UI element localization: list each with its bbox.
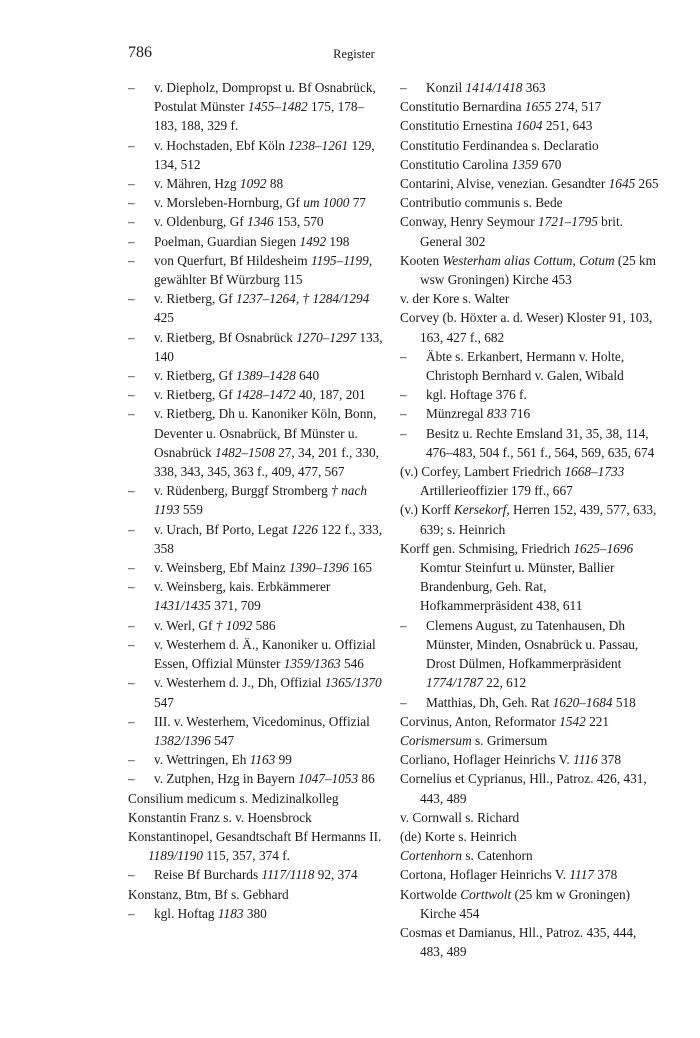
- index-subentry: [128, 520, 384, 558]
- entry-italic-text: 1774/1787: [426, 675, 483, 691]
- entry-text: 133, 140: [154, 329, 383, 364]
- entry-text: Cosmas et Damianus, Hll., Patroz. 435, 444, 483, 489: [400, 924, 637, 960]
- entry-italic-text: 1625–1696: [573, 540, 634, 556]
- entry-text: 518: [612, 694, 636, 710]
- entry-text: v. der Kore s. Walter: [400, 291, 510, 307]
- entry-text: Korff gen. Schmising, Friedrich: [400, 540, 574, 556]
- entry-text: 586: [252, 617, 276, 633]
- entry-text: 122 f., 333, 358: [154, 521, 383, 556]
- entry-italic-text: um 1000: [303, 195, 350, 211]
- entry-text: Matthias, Dh, Geh. Rat: [426, 694, 553, 710]
- subentry-dash: –: [128, 483, 135, 499]
- entry-italic-text: Kersekorf: [453, 502, 507, 518]
- entry-italic-text: 1116: [573, 752, 598, 768]
- entry-text: 559: [179, 502, 203, 518]
- entry-text: v. Hochstaden, Ebf Köln: [154, 137, 289, 153]
- entry-text: Contributio communis s. Bede: [400, 195, 563, 211]
- running-head: Register: [333, 47, 375, 61]
- entry-text: Kortwolde: [400, 886, 461, 902]
- index-entry: [400, 827, 662, 846]
- index-entry: [400, 712, 662, 731]
- entry-text: (25 km wsw Groningen) Kirche 453: [420, 252, 656, 288]
- index-entry: [400, 808, 662, 827]
- entry-italic-text: 1183: [217, 905, 244, 921]
- subentry-dash: –: [128, 905, 135, 921]
- entry-italic-text: 1237–1264, † 1284/1294: [235, 291, 370, 307]
- subentry-dash: –: [400, 387, 407, 403]
- entry-italic-text: Cortenhorn: [400, 848, 463, 864]
- entry-text: Komtur Steinfurt u. Münster, Ballier Brandenburg, Geh. Rat, Hofkammerpräsident 438, 611: [420, 560, 615, 614]
- entry-text: v. Zutphen, Hzg in Bayern: [154, 771, 299, 787]
- entry-italic-text: 1359: [511, 156, 539, 172]
- subentry-dash: –: [128, 867, 135, 883]
- subentry-dash: –: [128, 521, 135, 537]
- entry-text: , Herren 152, 439, 577, 633, 639; s. Heinrich: [420, 502, 657, 537]
- entry-italic-text: 1117/1118: [261, 867, 315, 883]
- index-column-left: [128, 78, 384, 923]
- entry-italic-text: 1195–1199: [310, 252, 369, 268]
- index-entry: [400, 212, 662, 250]
- index-entry: [400, 731, 662, 750]
- index-entry: [400, 462, 662, 500]
- subentry-dash: –: [128, 195, 135, 211]
- entry-text: 716: [506, 406, 531, 422]
- entry-text: v. Rietberg, Gf: [154, 387, 236, 403]
- entry-italic-text: 1270–1297: [296, 329, 357, 345]
- entry-text: Consilium medicum s. Medizinalkolleg: [128, 790, 339, 806]
- subentry-dash: –: [128, 387, 135, 403]
- subentry-dash: –: [128, 406, 135, 422]
- index-subentry: [128, 481, 384, 519]
- index-entry: [400, 97, 662, 116]
- entry-text: Konstanz, Btm, Bf s. Gebhard: [128, 886, 289, 902]
- entry-text: s. Grimersum: [471, 732, 548, 748]
- page-header: [128, 44, 580, 68]
- index-subentry: [128, 616, 384, 635]
- entry-text: Contarini, Alvise, venezian. Gesandter: [400, 176, 609, 192]
- entry-text: Corliano, Hoflager Heinrichs V.: [400, 752, 574, 768]
- entry-text: (v.) Korff: [400, 502, 454, 518]
- index-subentry: [128, 136, 384, 174]
- entry-text: Konzil: [426, 80, 466, 95]
- entry-text: Artillerieoffizier 179 ff., 667: [420, 483, 573, 499]
- subentry-dash: –: [400, 694, 407, 710]
- index-subentry: [400, 347, 662, 385]
- entry-text: v. Rietberg, Bf Osnabrück: [154, 329, 297, 345]
- entry-text: 640: [295, 368, 320, 384]
- index-subentry: [128, 212, 384, 231]
- index-entry: [128, 808, 384, 827]
- entry-text: , gewählter Bf Würzburg 115: [154, 252, 373, 288]
- entry-italic-text: 1189/1190: [148, 848, 203, 864]
- subentry-dash: –: [128, 233, 135, 249]
- subentry-dash: –: [128, 617, 135, 633]
- entry-italic-text: 1163: [249, 752, 276, 768]
- entry-italic-text: 1365/1370: [324, 675, 382, 691]
- entry-text: 425: [154, 310, 174, 326]
- index-subentry: [400, 78, 662, 97]
- subentry-dash: –: [128, 252, 135, 268]
- entry-text: 378: [594, 867, 618, 883]
- index-entry: [400, 846, 662, 865]
- index-subentry: [128, 289, 384, 327]
- entry-italic-text: 1117: [569, 867, 595, 883]
- subentry-dash: –: [128, 291, 135, 307]
- subentry-dash: –: [128, 771, 135, 787]
- entry-italic-text: 1620–1684: [552, 694, 613, 710]
- entry-text: 153, 570: [273, 214, 324, 230]
- entry-italic-text: 1389–1428: [235, 368, 296, 384]
- index-subentry: [128, 558, 384, 577]
- subentry-dash: –: [400, 425, 407, 441]
- entry-text: Cornelius et Cyprianus, Hll., Patroz. 426, 431, 443, 489: [400, 771, 647, 806]
- entry-text: 363: [522, 80, 546, 95]
- entry-text: Corvinus, Anton, Reformator: [400, 713, 560, 729]
- index-subentry: [128, 865, 384, 884]
- entry-text: Münzregal: [426, 406, 487, 422]
- entry-italic-text: 1346: [247, 214, 274, 230]
- entry-text: (de) Korte s. Heinrich: [400, 828, 517, 844]
- entry-text: 40, 187, 201: [295, 387, 366, 403]
- entry-italic-text: 1226: [291, 521, 318, 537]
- entry-italic-text: 1645: [608, 176, 636, 192]
- entry-italic-text: 1604: [515, 118, 543, 134]
- subentry-dash: –: [400, 80, 407, 95]
- index-subentry: [128, 750, 384, 769]
- entry-text: Kooten: [400, 252, 443, 268]
- index-entry: [400, 155, 662, 174]
- index-subentry: [128, 712, 384, 750]
- entry-text: v. Rietberg, Gf: [154, 368, 236, 384]
- subentry-dash: –: [128, 636, 135, 652]
- index-subentry: [128, 328, 384, 366]
- entry-text: Cortona, Hoflager Heinrichs V.: [400, 867, 570, 883]
- entry-italic-text: 1492: [299, 233, 327, 249]
- index-subentry: [128, 193, 384, 212]
- entry-text: kgl. Hoftag: [154, 905, 218, 921]
- subentry-dash: –: [400, 348, 407, 364]
- subentry-dash: –: [128, 214, 135, 230]
- entry-text: v. Morsleben-Hornburg, Gf: [154, 195, 304, 211]
- index-entry: [400, 136, 662, 155]
- entry-text: Konstantinopel, Gesandtschaft Bf Hermanns II.: [128, 828, 382, 844]
- entry-text: Constitutio Ernestina: [400, 118, 516, 134]
- index-entry: [400, 539, 662, 616]
- index-entry: [400, 769, 662, 807]
- index-subentry: [400, 385, 662, 404]
- subentry-dash: –: [128, 368, 135, 384]
- entry-text: 99: [275, 752, 292, 768]
- entry-italic-text: 1655: [524, 99, 552, 115]
- entry-italic-text: † nach 1193: [154, 483, 367, 518]
- entry-italic-text: 1092: [239, 176, 267, 192]
- index-subentry: [128, 366, 384, 385]
- entry-text: 380: [243, 905, 267, 921]
- subentry-dash: –: [128, 579, 135, 595]
- entry-text: v. Cornwall s. Richard: [400, 809, 520, 825]
- entry-text: v. Oldenburg, Gf: [154, 214, 248, 230]
- index-subentry: [128, 174, 384, 193]
- index-subentry: [128, 673, 384, 711]
- entry-text: v. Werl, Gf: [154, 617, 216, 633]
- entry-text: 221: [585, 713, 610, 729]
- entry-text: Constitutio Ferdinandea s. Declaratio: [400, 137, 599, 153]
- entry-text: v. Rietberg, Dh u. Kanoniker Köln, Bonn, Deventer u. Osnabrück, Bf Münster u. Osnabrück: [154, 406, 377, 460]
- entry-italic-text: Westerham alias Cottum, Cotum: [442, 252, 615, 268]
- entry-text: s. Catenhorn: [462, 848, 533, 864]
- entry-text: 371, 709: [210, 598, 261, 614]
- entry-italic-text: 1382/1396: [154, 732, 211, 748]
- page-number: 786: [128, 44, 152, 61]
- entry-italic-text: 1431/1435: [154, 598, 211, 614]
- subentry-dash: –: [128, 80, 135, 95]
- entry-text: 378: [597, 752, 621, 768]
- entry-text: v. Mähren, Hzg: [154, 176, 240, 192]
- entry-text: 547: [210, 732, 235, 748]
- entry-italic-text: 1414/1418: [465, 80, 523, 95]
- entry-text: 546: [340, 656, 364, 672]
- entry-text: Corvey (b. Höxter a. d. Weser) Kloster 91, 103, 163, 427 f., 682: [400, 310, 653, 345]
- index-subentry: [128, 904, 384, 923]
- entry-text: 88: [266, 176, 284, 192]
- entry-text: Poelman, Guardian Siegen: [154, 233, 300, 249]
- entry-italic-text: 1668–1733: [564, 464, 625, 480]
- entry-text: 670: [538, 156, 562, 172]
- entry-text: kgl. Hoftage 376 f.: [426, 387, 527, 403]
- entry-text: 274, 517: [551, 99, 602, 115]
- entry-text: (v.) Corfey, Lambert Friedrich: [400, 464, 565, 480]
- entry-italic-text: 1428–1472: [235, 387, 296, 403]
- index-subentry: [400, 424, 662, 462]
- entry-text: von Querfurt, Bf Hildesheim: [154, 252, 311, 268]
- entry-text: 251, 643: [542, 118, 593, 134]
- entry-text: 165: [348, 560, 373, 576]
- index-subentry: [128, 635, 384, 673]
- subentry-dash: –: [128, 560, 135, 576]
- entry-text: 547: [154, 694, 174, 710]
- index-entry: [128, 789, 384, 808]
- entry-text: 22, 612: [482, 675, 527, 691]
- index-column-right: [400, 78, 662, 961]
- entry-text: Constitutio Carolina: [400, 156, 512, 172]
- entry-italic-text: 1482–1508: [214, 444, 275, 460]
- index-subentry: [400, 616, 662, 693]
- index-entry: [400, 750, 662, 769]
- entry-text: Äbte s. Erkanbert, Hermann v. Holte, Christoph Bernhard v. Galen, Wibald: [426, 348, 625, 384]
- entry-text: v. Weinsberg, Ebf Mainz: [154, 560, 289, 576]
- entry-text: v. Diepholz, Dompropst u. Bf Osnabrück, Postulat Münster: [154, 80, 376, 115]
- entry-italic-text: 1455–1482: [247, 99, 308, 115]
- subentry-dash: –: [400, 617, 407, 633]
- entry-italic-text: 1238–1261: [288, 137, 349, 153]
- entry-text: Clemens August, zu Tatenhausen, Dh Münster, Minden, Osnabrück u. Passau, Drost Dülmen, Hofkammerpräsident: [426, 617, 639, 672]
- index-subentry: [128, 577, 384, 615]
- index-subentry: [128, 251, 384, 289]
- entry-text: 198: [326, 233, 350, 249]
- entry-text: Conway, Henry Seymour: [400, 214, 538, 230]
- index-subentry: [400, 404, 662, 423]
- index-entry: [128, 827, 384, 865]
- entry-text: v. Urach, Bf Porto, Legat: [154, 521, 292, 537]
- entry-text: 115, 357, 374 f.: [202, 848, 290, 864]
- index-subentry: [128, 78, 384, 136]
- entry-text: 265: [635, 176, 659, 192]
- subentry-dash: –: [400, 406, 407, 422]
- entry-text: Constitutio Bernardina: [400, 99, 525, 115]
- entry-text: 77: [349, 195, 366, 211]
- entry-text: Besitz u. Rechte Emsland 31, 35, 38, 114, 476–483, 504 f., 561 f., 564, 569, 635, 674: [426, 425, 655, 460]
- entry-text: v. Rietberg, Gf: [154, 291, 236, 307]
- index-entry: [400, 193, 662, 212]
- index-entry: [400, 865, 662, 884]
- index-entry: [128, 885, 384, 904]
- entry-text: (25 km w Groningen) Kirche 454: [420, 886, 631, 921]
- index-entry: [400, 289, 662, 308]
- entry-italic-text: 1721–1795: [538, 214, 598, 230]
- entry-text: v. Rüdenberg, Burggf Stromberg: [154, 483, 332, 499]
- entry-text: Reise Bf Burchards: [154, 867, 262, 883]
- subentry-dash: –: [128, 752, 135, 768]
- index-subentry: [400, 693, 662, 712]
- subentry-dash: –: [128, 675, 135, 691]
- subentry-dash: –: [128, 329, 135, 345]
- entry-italic-text: 833: [486, 406, 507, 422]
- index-subentry: [128, 232, 384, 251]
- entry-text: 86: [358, 771, 375, 787]
- index-entry: [400, 885, 662, 923]
- subentry-dash: –: [128, 713, 135, 729]
- index-entry: [400, 251, 662, 289]
- index-entry: [400, 500, 662, 538]
- entry-text: brit. General 302: [420, 214, 623, 249]
- entry-text: 92, 374: [314, 867, 358, 883]
- entry-text: v. Westerhem d. Ä., Kanoniker u. Offizial Essen, Offizial Münster: [154, 636, 376, 672]
- index-entry: [400, 923, 662, 961]
- entry-italic-text: 1359/1363: [283, 656, 341, 672]
- entry-text: 27, 34, 201 f., 330, 338, 343, 345, 363 f., 409, 477, 567: [154, 444, 379, 480]
- index-entry: [400, 308, 662, 346]
- index-subentry: [128, 404, 384, 481]
- subentry-dash: –: [128, 137, 135, 153]
- entry-italic-text: † 1092: [215, 617, 253, 633]
- entry-italic-text: Corttwolt: [460, 886, 512, 902]
- index-subentry: [128, 769, 384, 788]
- entry-text: 129, 134, 512: [154, 137, 375, 172]
- entry-text: III. v. Westerhem, Vicedominus, Offizial: [154, 713, 370, 729]
- index-entry: [400, 174, 662, 193]
- entry-italic-text: 1542: [559, 713, 586, 729]
- entry-italic-text: 1047–1053: [298, 771, 359, 787]
- entry-text: Konstantin Franz s. v. Hoensbrock: [128, 809, 312, 825]
- entry-italic-text: Corismersum: [400, 732, 472, 748]
- entry-italic-text: 1390–1396: [288, 560, 349, 576]
- entry-text: v. Weinsberg, kais. Erbkämmerer: [154, 579, 331, 595]
- index-subentry: [128, 385, 384, 404]
- subentry-dash: –: [128, 176, 135, 192]
- entry-text: v. Westerhem d. J., Dh, Offizial: [154, 675, 325, 691]
- index-entry: [400, 116, 662, 135]
- entry-text: v. Wettringen, Eh: [154, 752, 250, 768]
- entry-text: 175, 178–183, 188, 329 f.: [154, 99, 365, 134]
